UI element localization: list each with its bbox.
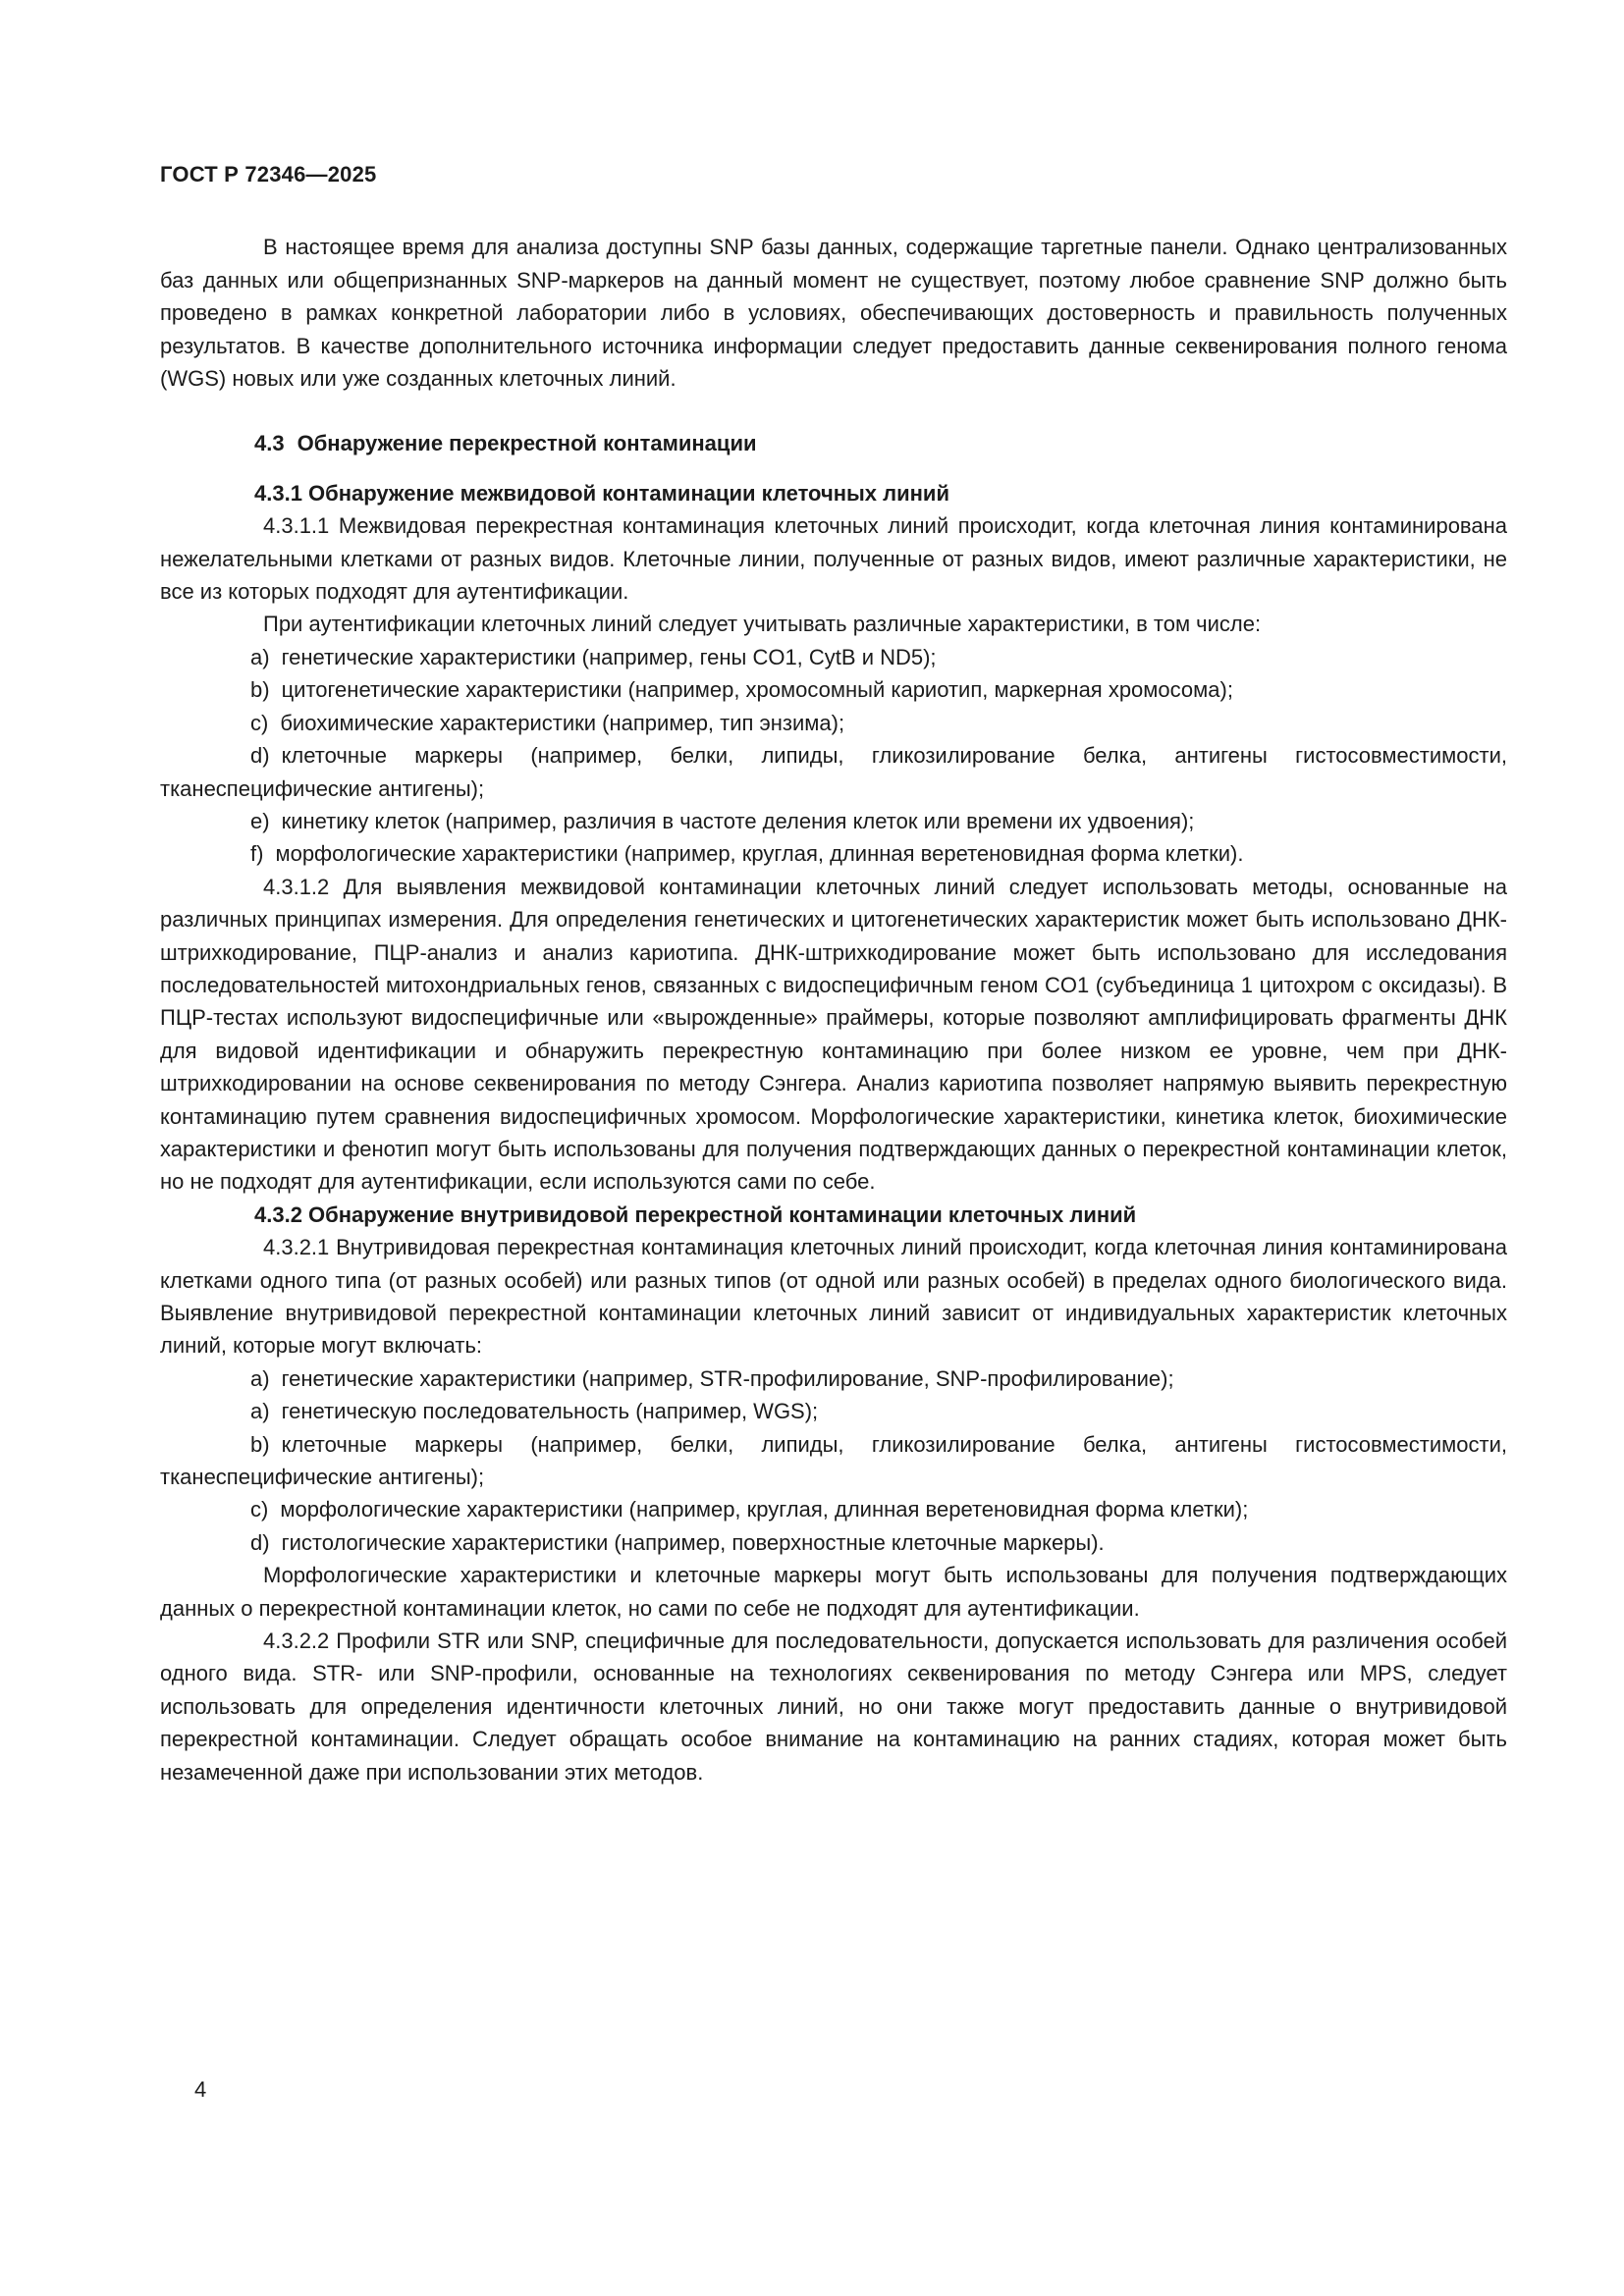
list-item <box>160 707 1507 739</box>
list-item-text: морфологические характеристики (например, круглая, длинная веретеновидная форма клетки). <box>275 841 1244 867</box>
list-marker: d) <box>250 743 270 769</box>
list-marker: e) <box>250 808 270 833</box>
running-header: ГОСТ Р 72346—2025 <box>160 162 377 187</box>
section-number: 4.3 <box>254 431 285 456</box>
list-item <box>160 641 1507 673</box>
list-item-text: генетические характеристики (например, STR-профилирование, SNP-профилирование); <box>281 1365 1174 1391</box>
list-item-text: морфологические характеристики (например, круглая, длинная веретеновидная форма клетки); <box>280 1497 1249 1522</box>
list-item-text: цитогенетические характеристики (например, хромосомный кариотип, маркерная хромосома); <box>281 677 1233 703</box>
list-item-text: генетическую последовательность (например, WGS); <box>281 1399 819 1424</box>
intro-paragraph: В настоящее время для анализа доступны SNP базы данных, содержащие таргетные панели. Однако централизованных баз данных или общепризнанных SNP-маркеров на данный момент не существует, поэтому любое сравнение SNP должно быть проведено в рамках конкретной лаборатории либо в условиях, обеспечивающих достоверность и правильность полученных результатов. В качестве дополнительного источника информации следует предоставить данные секвенирования полного генома (WGS) новых или уже созданных клеточных линий. <box>160 235 1507 392</box>
page-number: 4 <box>194 2077 207 2102</box>
list-item <box>160 1493 1507 1525</box>
morph-markers-paragraph: Морфологические характеристики и клеточные маркеры могут быть использованы для получения подтверждающих данных о перекрестной контаминации клеток, но сами по себе не подходят для аутентификации. <box>160 1563 1507 1621</box>
section-heading-4-3 <box>160 427 1507 459</box>
list-item <box>160 837 1507 870</box>
clause-4-3-2-1: 4.3.2.1 Внутривидовая перекрестная контаминация клеточных линий происходит, когда клеточная линия контаминирована клетками одного типа (от разных особей) или разных типов (от одной или разных особей) в пределах одного биологического вида. Выявление внутривидовой перекрестной контаминации клеточных линий зависит от индивидуальных характеристик клеточных линий, которые могут включать: <box>160 1235 1507 1359</box>
list-marker: a) <box>250 1365 270 1391</box>
list-item-text: клеточные маркеры (например, белки, липиды, гликозилирование белка, антигены гистосовместимости, тканеспецифические антигены); <box>160 743 1507 801</box>
list-marker: d) <box>250 1529 270 1555</box>
document-content <box>160 158 1507 1789</box>
list-marker: b) <box>250 677 270 703</box>
list-marker: b) <box>250 1431 270 1457</box>
clause-4-3-1-1: 4.3.1.1 Межвидовая перекрестная контаминация клеточных линий происходит, когда клеточная линия контаминирована нежелательными клетками от разных видов. Клеточные линии, полученные от разных видов, имеют различные характеристики, не все из которых подходят для аутентификации. <box>160 513 1507 605</box>
list-item <box>160 739 1507 805</box>
list-item <box>160 1395 1507 1427</box>
list-item <box>160 1526 1507 1559</box>
list-marker: f) <box>250 841 264 867</box>
subsection-heading-4-3-2: 4.3.2 Обнаружение внутривидовой перекрестной контаминации клеточных линий <box>254 1201 1137 1227</box>
clause-4-3-1-2: 4.3.1.2 Для выявления межвидовой контаминации клеточных линий следует использовать методы, основанные на различных принципах измерения. Для определения генетических и цитогенетических характеристик может быть использовано ДНК-штрихкодирование, ПЦР-анализ и анализ кариотипа. ДНК-штрихкодирование может быть использовано для исследования последовательностей митохондриальных генов, связанных с видоспецифичным геном CO1 (субъединица 1 цитохром с оксидазы). В ПЦР-тестах используют видоспецифичные или «вырожденные» праймеры, которые позволяют амплифицировать фрагменты ДНК для видовой идентификации и обнаружить перекрестную контаминацию при более низком ее уровне, чем при ДНК-штрихкодировании на основе секвенирования по методу Сэнгера. Анализ кариотипа позволяет напрямую выявить перекрестную контаминацию путем сравнения видоспецифичных хромосом. Морфологические характеристики, кинетика клеток, биохимические характеристики и фенотип могут быть использованы для получения подтверждающих данных о перекрестной контаминации клеток, но не подходят для аутентификации, если используются сами по себе. <box>160 874 1507 1195</box>
list-marker: a) <box>250 1399 270 1424</box>
list-marker: c) <box>250 710 269 735</box>
list-item <box>160 1428 1507 1494</box>
list-item <box>160 1362 1507 1395</box>
clause-4-3-2-2: 4.3.2.2 Профили STR или SNP, специфичные для последовательности, допускается использовать для различения особей одного вида. STR- или SNP-профили, основанные на технологиях секвенирования по методу Сэнгера или MPS, следует использовать для определения идентичности клеточных линий, но они также могут предоставить данные о внутривидовой перекрестной контаминации. Следует обращать особое внимание на контаминацию на ранних стадиях, которая может быть незамеченной даже при использовании этих методов. <box>160 1629 1507 1785</box>
list-marker: c) <box>250 1497 269 1522</box>
list-item-text: кинетику клеток (например, различия в частоте деления клеток или времени их удвоения); <box>281 808 1195 833</box>
list-intro-paragraph: При аутентификации клеточных линий следует учитывать различные характеристики, в том числе: <box>263 612 1262 637</box>
list-marker: a) <box>250 644 270 669</box>
list-item-text: биохимические характеристики (например, тип энзима); <box>280 710 845 735</box>
section-title: Обнаружение перекрестной контаминации <box>297 431 757 456</box>
list-item-text: клеточные маркеры (например, белки, липиды, гликозилирование белка, антигены гистосовместимости, тканеспецифические антигены); <box>160 1431 1507 1490</box>
list-item <box>160 673 1507 706</box>
list-item-text: гистологические характеристики (например, поверхностные клеточные маркеры). <box>281 1529 1105 1555</box>
list-item-text: генетические характеристики (например, гены CO1, CytB и ND5); <box>281 644 937 669</box>
list-item <box>160 805 1507 837</box>
subsection-heading-4-3-1: 4.3.1 Обнаружение межвидовой контаминации клеточных линий <box>254 480 949 506</box>
